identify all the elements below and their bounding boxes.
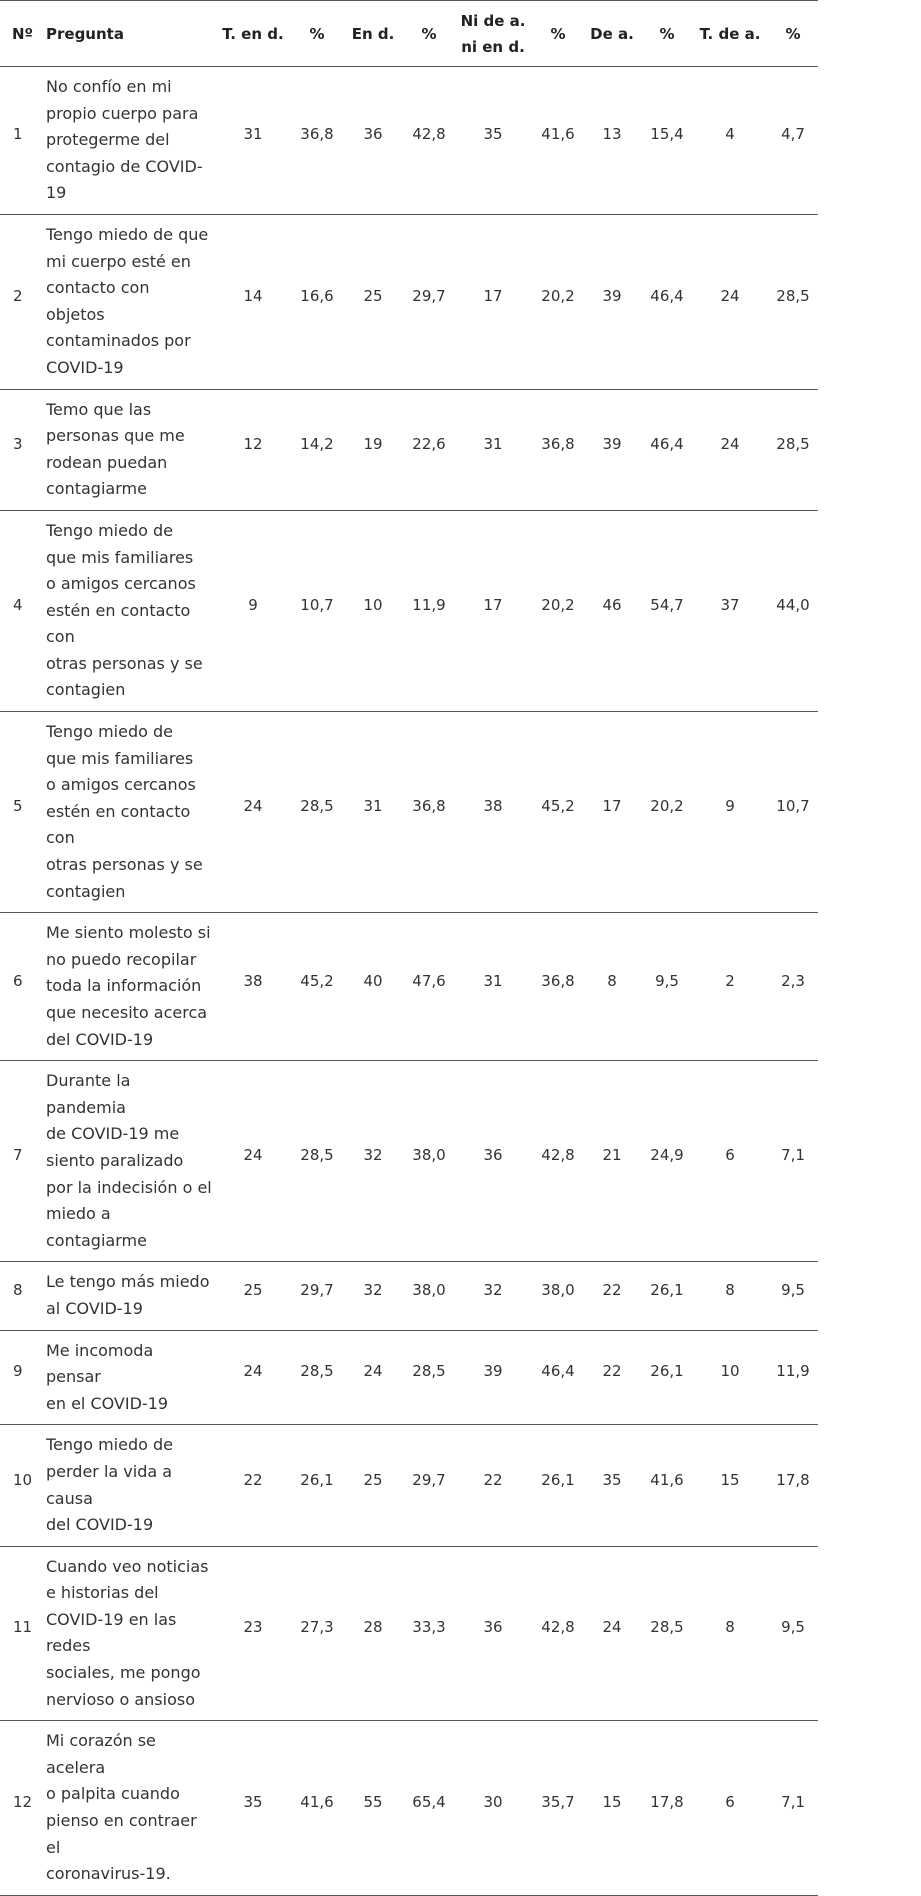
question-line: contacto con objetos (46, 278, 150, 324)
question-line: en el COVID-19 (46, 1393, 169, 1413)
question-line: del COVID-19 (46, 1515, 154, 1535)
table-row (0, 1546, 818, 1721)
value-disagree: 19 (363, 434, 383, 453)
value-percent-1: 45,2 (300, 971, 334, 990)
value-totally-disagree: 38 (243, 971, 263, 990)
question-line: Tengo miedo de (46, 722, 173, 742)
question-line: coronavirus-19. (46, 1864, 171, 1884)
value-neutral: 17 (483, 595, 503, 614)
table-row (0, 510, 818, 711)
value-totally-disagree: 25 (243, 1280, 263, 1299)
value-percent-3: 45,2 (541, 797, 575, 816)
question-cell (40, 510, 212, 711)
value-totally-agree: 15 (720, 1470, 740, 1489)
value-totally-disagree: 24 (243, 1146, 263, 1165)
question-cell (40, 1330, 212, 1425)
value-neutral: 36 (483, 1146, 503, 1165)
question-line: no puedo recopilar (46, 949, 197, 969)
value-percent-3: 42,8 (541, 1146, 575, 1165)
row-number: 4 (13, 595, 23, 614)
row-number: 11 (13, 1618, 33, 1637)
question-line: rodean puedan (46, 452, 168, 472)
value-percent-2: 29,7 (412, 1470, 446, 1489)
table-row (0, 1330, 818, 1425)
header-neutral-line-2: ni en d. (461, 37, 525, 56)
value-neutral: 31 (483, 971, 503, 990)
value-percent-3: 35,7 (541, 1793, 575, 1812)
value-totally-disagree: 9 (248, 595, 258, 614)
value-percent-2: 47,6 (412, 971, 446, 990)
value-percent-4: 17,8 (650, 1793, 684, 1812)
value-totally-agree: 9 (725, 797, 735, 816)
value-percent-5: 9,5 (781, 1618, 805, 1637)
question-line: COVID-19 en las redes (46, 1609, 177, 1656)
row-number: 10 (13, 1470, 33, 1489)
header-totally-agree: T. de a. (699, 24, 761, 43)
value-neutral: 39 (483, 1362, 503, 1381)
table-body (0, 67, 818, 1896)
question-line: por la indecisión o el (46, 1177, 212, 1197)
value-disagree: 31 (363, 797, 383, 816)
value-disagree: 36 (363, 125, 383, 144)
value-totally-agree: 37 (720, 595, 740, 614)
value-percent-4: 46,4 (650, 434, 684, 453)
question-line: de COVID-19 me (46, 1124, 180, 1144)
question-line: mi cuerpo esté en (46, 251, 191, 271)
table-row (0, 1061, 818, 1262)
value-percent-4: 26,1 (650, 1362, 684, 1381)
question-cell (40, 913, 212, 1061)
value-totally-agree: 6 (725, 1793, 735, 1812)
question-cell (40, 712, 212, 913)
value-percent-5: 7,1 (781, 1793, 805, 1812)
value-percent-2: 38,0 (412, 1146, 446, 1165)
value-percent-3: 36,8 (541, 434, 575, 453)
value-totally-agree: 24 (720, 434, 740, 453)
value-percent-2: 33,3 (412, 1618, 446, 1637)
question-line: o palpita cuando (46, 1784, 180, 1804)
question-cell (40, 1546, 212, 1721)
value-percent-1: 28,5 (300, 1146, 334, 1165)
value-neutral: 36 (483, 1618, 503, 1637)
value-percent-5: 2,3 (781, 971, 805, 990)
value-percent-1: 28,5 (300, 797, 334, 816)
question-line: Me incomoda pensar (46, 1340, 154, 1387)
value-agree: 24 (602, 1618, 622, 1637)
value-totally-agree: 2 (725, 971, 735, 990)
value-disagree: 25 (363, 286, 383, 305)
question-line: contagien (46, 680, 126, 700)
question-cell (40, 1721, 212, 1896)
question-line: contagiarme (46, 479, 147, 499)
value-totally-agree: 24 (720, 286, 740, 305)
question-line: Me siento molesto si (46, 923, 211, 943)
value-totally-disagree: 23 (243, 1618, 263, 1637)
row-number: 5 (13, 797, 23, 816)
value-percent-2: 11,9 (412, 595, 446, 614)
value-totally-disagree: 31 (243, 125, 263, 144)
question-line: que mis familiares (46, 748, 194, 768)
value-percent-3: 26,1 (541, 1470, 575, 1489)
question-line: Temo que las (46, 399, 152, 419)
value-neutral: 30 (483, 1793, 503, 1812)
question-line: contagio de COVID-19 (46, 156, 203, 203)
question-line: pienso en contraer el (46, 1811, 197, 1857)
value-neutral: 35 (483, 125, 503, 144)
value-agree: 22 (602, 1280, 622, 1299)
value-agree: 39 (602, 434, 622, 453)
value-percent-4: 54,7 (650, 595, 684, 614)
value-neutral: 32 (483, 1280, 503, 1299)
value-percent-1: 26,1 (300, 1470, 334, 1489)
question-line: contaminados por (46, 331, 191, 351)
header-percent-5: % (785, 24, 801, 43)
value-disagree: 40 (363, 971, 383, 990)
table-row (0, 913, 818, 1061)
value-totally-agree: 8 (725, 1618, 735, 1637)
value-percent-2: 28,5 (412, 1362, 446, 1381)
value-percent-4: 41,6 (650, 1470, 684, 1489)
value-percent-1: 28,5 (300, 1362, 334, 1381)
header-agree: De a. (590, 24, 634, 43)
question-line: o amigos cercanos (46, 574, 196, 594)
header-number: Nº (12, 24, 34, 43)
value-totally-agree: 8 (725, 1280, 735, 1299)
question-line: No confío en mi (46, 77, 172, 96)
value-agree: 13 (602, 125, 622, 144)
table-row (0, 1721, 818, 1896)
question-line: al COVID-19 (46, 1298, 143, 1318)
value-totally-disagree: 14 (243, 286, 263, 305)
value-totally-agree: 4 (725, 125, 735, 144)
header-percent-4: % (659, 24, 675, 43)
value-percent-5: 11,9 (776, 1362, 810, 1381)
value-percent-5: 17,8 (776, 1470, 810, 1489)
value-percent-4: 28,5 (650, 1618, 684, 1637)
value-disagree: 32 (363, 1280, 383, 1299)
question-line: estén en contacto con (46, 600, 191, 647)
value-percent-5: 9,5 (781, 1280, 805, 1299)
question-line: que mis familiares (46, 547, 194, 567)
row-number: 12 (13, 1793, 33, 1812)
value-percent-4: 24,9 (650, 1146, 684, 1165)
question-line: toda la información (46, 976, 202, 996)
header-percent-1: % (309, 24, 325, 43)
value-neutral: 17 (483, 286, 503, 305)
value-totally-agree: 10 (720, 1362, 740, 1381)
value-percent-1: 14,2 (300, 434, 334, 453)
value-agree: 39 (602, 286, 622, 305)
value-disagree: 55 (363, 1793, 383, 1812)
value-percent-5: 7,1 (781, 1146, 805, 1165)
question-line: otras personas y se (46, 855, 203, 875)
question-line: e historias del (46, 1583, 159, 1603)
question-cell (40, 1262, 212, 1330)
value-agree: 35 (602, 1470, 622, 1489)
header-percent-3: % (550, 24, 566, 43)
table-row (0, 712, 818, 913)
value-disagree: 25 (363, 1470, 383, 1489)
question-line: que necesito acerca (46, 1003, 208, 1022)
value-totally-disagree: 24 (243, 1362, 263, 1381)
question-line: estén en contacto con (46, 801, 191, 848)
value-percent-2: 36,8 (412, 797, 446, 816)
question-line: protegerme del (46, 130, 170, 150)
value-disagree: 10 (363, 595, 383, 614)
question-line: Tengo miedo de que (46, 224, 209, 244)
value-percent-1: 36,8 (300, 125, 334, 144)
value-percent-2: 65,4 (412, 1793, 446, 1812)
question-line: del COVID-19 (46, 1029, 154, 1049)
value-agree: 22 (602, 1362, 622, 1381)
value-disagree: 24 (363, 1362, 383, 1381)
value-percent-3: 20,2 (541, 286, 575, 305)
header-percent-2: % (421, 24, 437, 43)
value-percent-2: 42,8 (412, 125, 446, 144)
question-line: perder la vida a causa (46, 1461, 173, 1508)
row-number: 7 (13, 1146, 23, 1165)
value-percent-4: 20,2 (650, 797, 684, 816)
value-percent-3: 41,6 (541, 125, 575, 144)
question-line: Tengo miedo de (46, 520, 173, 540)
value-percent-5: 28,5 (776, 434, 810, 453)
question-cell (40, 67, 212, 215)
question-line: contagien (46, 881, 126, 901)
value-percent-4: 9,5 (655, 971, 679, 990)
value-percent-3: 46,4 (541, 1362, 575, 1381)
table-row (0, 389, 818, 510)
question-cell (40, 214, 212, 389)
value-percent-5: 4,7 (781, 125, 805, 144)
question-line: Cuando veo noticias (46, 1556, 209, 1576)
value-agree: 15 (602, 1793, 622, 1812)
question-line: sociales, me pongo (46, 1663, 201, 1683)
value-percent-4: 26,1 (650, 1280, 684, 1299)
value-totally-agree: 6 (725, 1146, 735, 1165)
question-line: siento paralizado (46, 1150, 184, 1170)
header-neutral (452, 1, 534, 67)
value-percent-5: 28,5 (776, 286, 810, 305)
value-percent-2: 22,6 (412, 434, 446, 453)
value-percent-3: 20,2 (541, 595, 575, 614)
question-line: propio cuerpo para (46, 103, 199, 123)
question-line: Durante la pandemia (46, 1071, 131, 1117)
question-line: Le tengo más miedo (46, 1272, 210, 1292)
header-disagree: En d. (351, 24, 395, 43)
header-question: Pregunta (46, 24, 124, 43)
question-line: o amigos cercanos (46, 775, 196, 795)
question-line: Mi corazón se acelera (46, 1731, 156, 1777)
table-row (0, 67, 818, 215)
row-number: 8 (13, 1280, 23, 1299)
value-percent-4: 46,4 (650, 286, 684, 305)
value-percent-4: 15,4 (650, 125, 684, 144)
value-percent-3: 38,0 (541, 1280, 575, 1299)
header-row (0, 1, 818, 67)
header-totally-disagree: T. en d. (222, 24, 284, 43)
value-percent-1: 41,6 (300, 1793, 334, 1812)
question-line: Tengo miedo de (46, 1435, 173, 1455)
question-cell (40, 1061, 212, 1262)
value-percent-1: 16,6 (300, 286, 334, 305)
row-number: 6 (13, 971, 23, 990)
value-totally-disagree: 35 (243, 1793, 263, 1812)
value-disagree: 32 (363, 1146, 383, 1165)
value-agree: 8 (607, 971, 617, 990)
table-row (0, 1425, 818, 1546)
value-percent-3: 42,8 (541, 1618, 575, 1637)
question-line: personas que me (46, 426, 185, 446)
question-line: nervioso o ansioso (46, 1689, 195, 1709)
question-line: miedo a contagiarme (46, 1204, 147, 1250)
question-line: COVID-19 (46, 357, 124, 377)
value-percent-2: 29,7 (412, 286, 446, 305)
row-number: 9 (13, 1362, 23, 1381)
row-number: 2 (13, 286, 23, 305)
value-percent-3: 36,8 (541, 971, 575, 990)
question-line: otras personas y se (46, 653, 203, 673)
value-disagree: 28 (363, 1618, 383, 1637)
value-neutral: 31 (483, 434, 503, 453)
question-cell (40, 389, 212, 510)
value-neutral: 22 (483, 1470, 503, 1489)
value-percent-2: 38,0 (412, 1280, 446, 1299)
value-percent-1: 29,7 (300, 1280, 334, 1299)
table-row (0, 1262, 818, 1330)
row-number: 1 (13, 125, 23, 144)
row-number: 3 (13, 434, 23, 453)
header-neutral-line-1: Ni de a. (460, 11, 526, 30)
value-totally-disagree: 22 (243, 1470, 263, 1489)
value-percent-5: 44,0 (776, 595, 810, 614)
value-percent-5: 10,7 (776, 797, 810, 816)
value-agree: 17 (602, 797, 622, 816)
value-percent-1: 27,3 (300, 1618, 334, 1637)
question-cell (40, 1425, 212, 1546)
value-agree: 46 (602, 595, 622, 614)
value-totally-disagree: 24 (243, 797, 263, 816)
value-percent-1: 10,7 (300, 595, 334, 614)
value-totally-disagree: 12 (243, 434, 263, 453)
table-row (0, 214, 818, 389)
value-agree: 21 (602, 1146, 622, 1165)
value-neutral: 38 (483, 797, 503, 816)
